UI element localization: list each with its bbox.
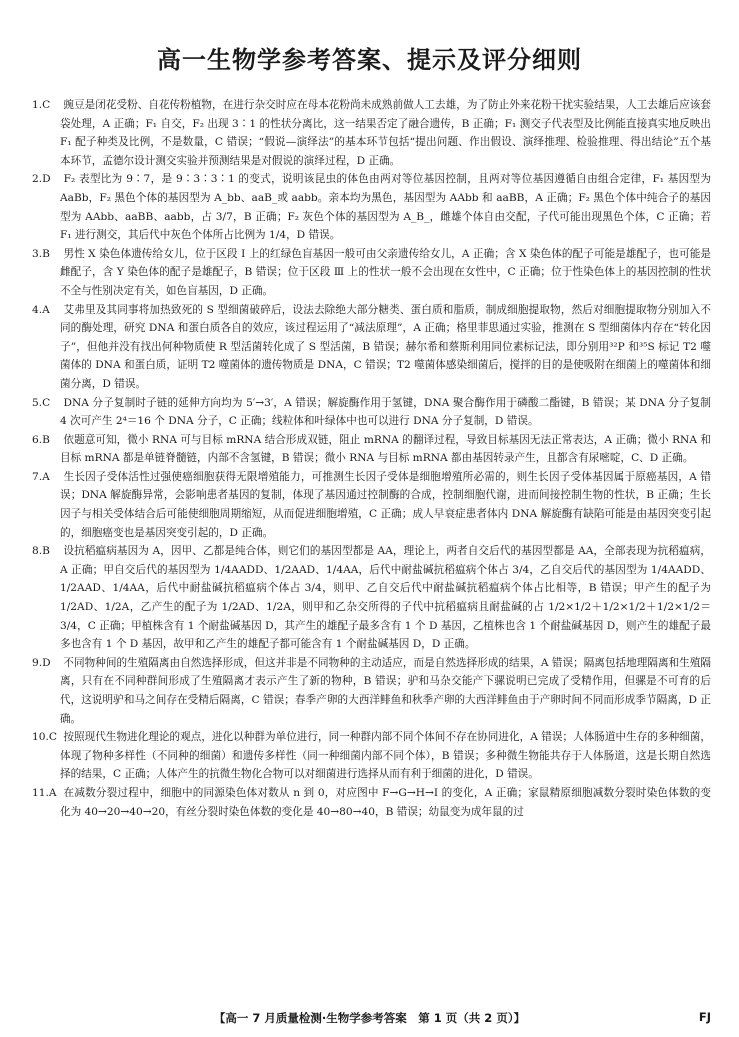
question-number-text: 9. xyxy=(32,656,43,669)
question-number-text: 4. xyxy=(32,303,43,316)
answer-item xyxy=(32,394,711,431)
question-number-text: 10. xyxy=(32,731,49,744)
explanation-text: 不同物种间的生殖隔离由自然选择形成，但这并非是不同物种的主动适应，而是自然选择形成的结果，A 错误；隔离包括地理隔离和生殖隔离，只有在不同种群间形成了生殖隔离才表示产生了新的物种，B 错误；驴和马杂交能产下骡说明已完成了受精作用，但骡是不可育的后代，这说明驴和马之间存在受精后隔离，C 错误；春季产卵的大西洋鲱鱼和秋季产卵的大西洋鲱鱼由于产卵时间不同而形成季节隔离，D 正确。 xyxy=(60,656,711,725)
explanation-text: 生长因子受体活性过强使癌细胞获得无限增殖能力，可推测生长因子受体是细胞增殖所必需的，则生长因子受体基因属于原癌基因，A 错误；DNA 解旋酶异常，会影响患者基因的复制，体现了基因通过控制酶的合成，控制细胞代谢，进而间接控制生物的性状，B 正确；生长因子与相关受体结合后可能使细胞周期缩短，从而促进细胞增殖，C 正确；成人早衰症患者体内 DNA 解旋酶有缺陷可能是由基因突变引起的，细胞癌变也是基因突变引起的，D 正确。 xyxy=(60,470,711,539)
explanation-text: 依题意可知，微小 RNA 可与目标 mRNA 结合形成双链，阻止 mRNA 的翻译过程，导致目标基因无法正常表达，A 正确；微小 RNA 和目标 mRNA 都是单链脊髓链，内部不含氢键，B 错误；微小 RNA 与目标 mRNA 都由基因转录产生，且都含有尿嘧啶，C、D 正确。 xyxy=(60,433,711,465)
question-number-text: 7. xyxy=(32,470,43,483)
answer-item xyxy=(32,654,711,728)
question-number-text: 2. xyxy=(32,173,43,186)
answer-list xyxy=(32,96,711,821)
question-number-text: 8. xyxy=(32,545,43,558)
explanation-text: F₂ 表型比为 9∶7，是 9∶3∶3∶1 的变式，说明该昆虫的体色由两对等位基因控制，且两对等位基因遵循自由组合定律，F₁ 基因型为 AaBb，F₂ 黑色个体的基因型为 A_bb、aaB_或 aabb。亲本均为黑色，基因型为 AAbb 和 aaBB，A 正确；F₂ 黑色个体中纯合子的基因型为 AAbb、aaBB、aabb，占 3/7，B 正确；F₂ 灰色个体的基因型为 A_B_，雌雄个体自由交配，子代可能出现黑色个体，C 正确；若 F₁ 进行测交，其后代中灰色个体所占比例为 1/4，D 错误。 xyxy=(60,173,711,242)
question-number xyxy=(32,301,60,320)
answer-item xyxy=(32,784,711,821)
question-number xyxy=(32,96,60,115)
answer-item xyxy=(32,468,711,542)
answer-letter: A xyxy=(42,470,50,483)
answer-item xyxy=(32,245,711,301)
answer-letter: B xyxy=(42,247,50,260)
answer-item xyxy=(32,542,711,654)
question-number-text: 5. xyxy=(32,396,43,409)
answer-letter: D xyxy=(42,173,51,186)
answer-item xyxy=(32,431,711,468)
answer-letter: C xyxy=(48,731,57,744)
answer-letter: A xyxy=(48,786,57,799)
question-number xyxy=(32,654,60,673)
explanation-text: DNA 分子复制时子链的延伸方向均为 5′→3′，A 错误；解旋酶作用于氢键，DNA 聚合酶作用于磷酸二酯键，B 错误；某 DNA 分子复制 4 次可产生 2⁴＝16 个 DNA 分子，C 正确；线粒体和叶绿体中也可以进行 DNA 分子复制，D 错误。 xyxy=(60,396,711,428)
answer-item xyxy=(32,301,711,394)
explanation-text: 艾弗里及其同事将加热致死的 S 型细菌破碎后，设法去除绝大部分糖类、蛋白质和脂质，制成细胞提取物，然后对细胞提取物分别加入不同的酶处理，研究 DNA 和蛋白质各自的效应，该过程运用了“减法原理”，A 正确；格里菲思通过实验，推测在 S 型细菌体内存在“转化因子”，但他并没有找出何种物质使 R 型活菌转化成了 S 型活菌，B 错误；赫尔希和蔡斯利用同位素标记法，即分别用³²P 和³⁵S 标记 T2 噬菌体的 DNA 和蛋白质，证明 T2 噬菌体的遗传物质是 DNA，C 错误；T2 噬菌体感染细菌后，搅拌的目的是使吸附在细菌上的噬菌体和细菌分离，D 错误。 xyxy=(60,303,711,390)
question-number-text: 1. xyxy=(32,99,43,111)
question-number-text: 6. xyxy=(32,433,43,446)
question-number xyxy=(32,728,60,747)
answer-item xyxy=(32,728,711,784)
question-number xyxy=(32,245,60,264)
explanation-text: 男性 X 染色体遗传给女儿，位于区段 Ⅰ 上的红绿色盲基因一般可由父亲遗传给女儿，A 正确；含 X 染色体的配子可能是雄配子，也可能是雌配子，含 Y 染色体的配子是雄配子，B 错误；位于区段 Ⅲ 上的性状一般不会出现在女性中，C 正确；位于性染色体上的基因控制的性状不全与性别决定有关，如色盲基因，D 正确。 xyxy=(60,247,711,297)
question-number xyxy=(32,542,60,561)
answer-item xyxy=(32,170,711,244)
answer-letter: A xyxy=(42,303,50,316)
answer-letter: B xyxy=(42,433,50,446)
explanation-text: 在减数分裂过程中，细胞中的同源染色体对数从 n 到 0，对应图中 F→G→H→I 的变化，A 正确；家鼠精原细胞减数分裂时染色体数的变化为 40→20→40→20，有丝分裂时染色体数的变化是 40→80→40，B 错误；幼鼠变为成年鼠的过 xyxy=(60,786,711,818)
question-number-text: 3. xyxy=(32,247,43,260)
question-number xyxy=(32,170,60,189)
answer-item xyxy=(32,96,711,170)
page-footer: 【高一 7 月质量检测·生物学参考答案 第 1 页（共 2 页）】 xyxy=(213,1011,526,1025)
answer-letter: B xyxy=(42,545,50,558)
explanation-text: 按照现代生物进化理论的观点，进化以种群为单位进行，同一种群内部不同个体间不存在协同进化，A 错误；人体肠道中生存的多种细菌，体现了物种多样性（不同种的细菌）和遗传多样性（同一种细菌内部不同个体），B 错误；多种微生物能共存于人体肠道，这是长期自然选择的结果，C 正确；人体产生的抗微生物化合物可以对细菌进行选择从而有利于细菌的进化，D 错误。 xyxy=(60,731,711,781)
question-number xyxy=(32,394,60,413)
question-number-text: 11. xyxy=(32,786,49,799)
question-number xyxy=(32,784,60,803)
explanation-text: 设抗稻瘟病基因为 A，因甲、乙都是纯合体，则它们的基因型都是 AA，理论上，两者自交后代的基因型都是 AA，全部表现为抗稻瘟病，A 正确；甲自交后代的基因型为 1/4AADD、1/2AAD、1/4AA，后代中耐盐碱抗稻瘟病个体占 3/4，乙自交后代的基因型为 1/4AADD、1/2AAD、1/4AA，后代中耐盐碱抗稻瘟病个体占 3/4，则甲、乙自交后代中耐盐碱抗稻瘟病个体占比相等，B 错误；甲产生的配子为 1/2AD、1/2A，乙产生的配子为 1/2AD、1/2A，则甲和乙杂交所得的子代中抗稻瘟病且耐盐碱的占 1/2×1/2＋1/2×1/2＋1/2×1/2＝3/4，C 正确；甲植株含有 1 个耐盐碱基因 D，其产生的雄配子最多含有 1 个 D 基因，乙植株也含 1 个耐盐碱基因 D，则产生的雄配子最多也含有 1 个 D 基因，故甲和乙产生的雄配子都可能含有 1 个耐盐碱基因 D，D 正确。 xyxy=(60,545,711,651)
region-code: FJ xyxy=(698,1010,711,1024)
answer-letter: D xyxy=(42,656,51,669)
question-number xyxy=(32,468,60,487)
page-title: 高一生物学参考答案、提示及评分细则 xyxy=(157,46,582,74)
question-number xyxy=(32,431,60,450)
answer-letter: C xyxy=(42,99,51,111)
explanation-text: 豌豆是闭花受粉、自花传粉植物，在进行杂交时应在母本花粉尚未成熟前做人工去雄，为了防止外来花粉干扰实验结果，人工去雄后应该套袋处理，A 正确；F₁ 自交，F₂ 出现 3∶1 的性状分离比，这一结果否定了融合遗传，B 正确；F₁ 测交子代表型及比例能直接真实地反映出 F₁ 配子种类及比例，不是数量，C 错误；“假说—演绎法”的基本环节包括“提出问题、作出假设、演绎推理、检验推理、得出结论”五个基本环节，孟德尔设计测交实验并预测结果是对假说的演绎过程，D 正确。 xyxy=(60,99,711,167)
answer-letter: C xyxy=(42,396,51,409)
